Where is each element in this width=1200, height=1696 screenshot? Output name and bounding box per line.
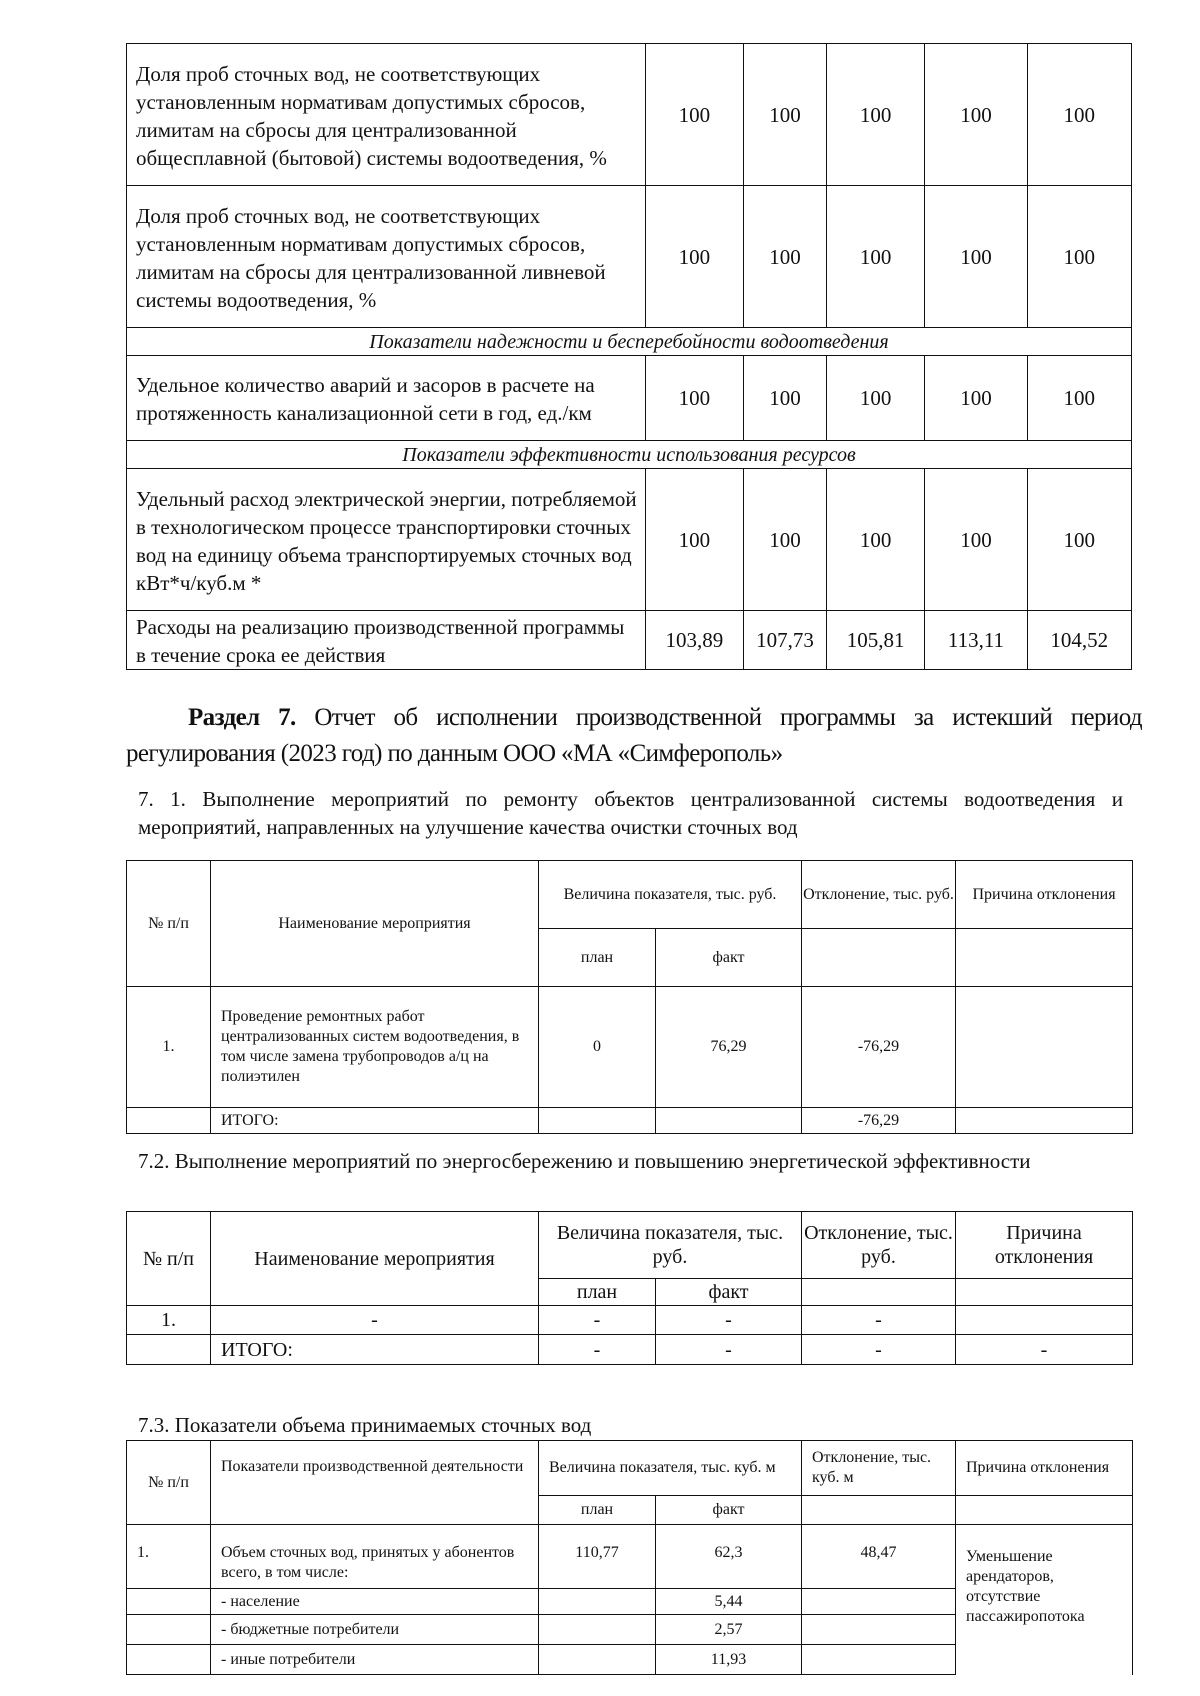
header-empty [956, 1496, 1133, 1525]
indicator-value: 100 [645, 356, 743, 441]
table-header-row [127, 861, 1133, 929]
row-name: Проведение ремонтных работ централизованных систем водоотведения, в том числе замена трубопроводов а/ц на полиэтилен [211, 987, 539, 1108]
header-deviation: Отклонение, тыс. куб. м [802, 1441, 956, 1496]
indicator-label: Расходы на реализацию производственной программы в течение срока ее действия [127, 611, 646, 670]
indicator-label: Доля проб сточных вод, не соответствующих установленным нормативам допустимых сбросов, лимитам на сбросы для централизованной ливневой системы водоотведения, % [127, 186, 646, 328]
indicator-value: 100 [827, 356, 925, 441]
table-row [127, 186, 1132, 328]
row-name: - [211, 1306, 539, 1335]
indicator-value: 100 [925, 469, 1027, 611]
indicator-value: 113,11 [925, 611, 1027, 670]
row-fact: 11,93 [656, 1645, 802, 1675]
table-row [127, 611, 1132, 670]
header-reason: Причина отклонения [956, 861, 1133, 929]
indicators-table [126, 43, 1132, 670]
header-value: Величина показателя, тыс. руб. [539, 861, 802, 929]
indicator-value: 100 [743, 356, 826, 441]
row-reason [956, 1306, 1133, 1335]
header-num: № п/п [127, 861, 211, 987]
row-num [127, 1645, 211, 1675]
indicator-value: 105,81 [827, 611, 925, 670]
row-plan: 110,77 [539, 1525, 656, 1589]
row-name: - население [211, 1589, 539, 1615]
indicator-value: 100 [743, 469, 826, 611]
row-name: - иные потребители [211, 1645, 539, 1675]
row-fact: 76,29 [656, 987, 802, 1108]
header-value: Величина показателя, тыс. руб. [539, 1212, 802, 1279]
indicator-label: Доля проб сточных вод, не соответствующих установленным нормативам допустимых сбросов, лимитам на сбросы для централизованной общесплавной (бытовой) системы водоотведения, % [127, 44, 646, 186]
total-deviation: -76,29 [802, 1108, 956, 1134]
row-fact: 2,57 [656, 1615, 802, 1645]
header-reason: Причина отклонения [956, 1212, 1133, 1279]
table-header-row [127, 1441, 1133, 1496]
header-plan: план [539, 929, 656, 987]
indicator-value: 100 [1027, 186, 1131, 328]
header-value: Величина показателя, тыс. куб. м [539, 1441, 802, 1496]
header-deviation: Отклонение, тыс. руб. [802, 1212, 956, 1279]
indicator-value: 100 [827, 186, 925, 328]
row-fact: 62,3 [656, 1525, 802, 1589]
section-row [127, 441, 1132, 469]
total-label: ИТОГО: [211, 1335, 539, 1365]
row-deviation [802, 1645, 956, 1675]
table-row [127, 1525, 1133, 1589]
indicator-value: 100 [645, 44, 743, 186]
header-empty [802, 1496, 956, 1525]
total-reason: - [956, 1335, 1133, 1365]
row-deviation: 48,47 [802, 1525, 956, 1589]
indicator-value: 100 [827, 44, 925, 186]
indicator-label: Удельный расход электрической энергии, потребляемой в технологическом процессе транспортировки сточных вод на единицу объема транспортируемых сточных вод кВт*ч/куб.м * [127, 469, 646, 611]
indicator-value: 107,73 [743, 611, 826, 670]
table-row [127, 44, 1132, 186]
total-row [127, 1108, 1133, 1134]
row-num [127, 1589, 211, 1615]
row-plan: - [539, 1306, 656, 1335]
total-label: ИТОГО: [211, 1108, 539, 1134]
row-plan [539, 1645, 656, 1675]
row-deviation [802, 1589, 956, 1615]
header-empty [802, 929, 956, 987]
total-row [127, 1335, 1133, 1365]
row-reason: Уменьшение арендаторов, отсутствие пассажиропотока [956, 1525, 1133, 1675]
header-deviation: Отклонение, тыс. руб. [802, 861, 956, 929]
section-number: Раздел 7. [188, 704, 296, 731]
indicator-value: 104,52 [1027, 611, 1131, 670]
section-row [127, 328, 1132, 356]
table-row [127, 987, 1133, 1108]
indicator-value: 100 [1027, 44, 1131, 186]
subsection-7-3-caption: 7.3. Показатели объема принимаемых сточных вод [138, 1413, 592, 1437]
row-plan [539, 1615, 656, 1645]
indicator-value: 100 [1027, 469, 1131, 611]
energy-measures-table [126, 1211, 1133, 1365]
section-title: Показатели эффективности использования ресурсов [127, 441, 1132, 469]
table-row [127, 1306, 1133, 1335]
row-fact: - [656, 1306, 802, 1335]
header-plan: план [539, 1496, 656, 1525]
indicator-value: 100 [925, 44, 1027, 186]
table-row [127, 469, 1132, 611]
subsection-7-1-caption: 7. 1. Выполнение мероприятий по ремонту объектов централизованной системы водоотведения и мероприятий, направленных на улучшение качества очистки сточных вод [138, 787, 1123, 839]
row-name: Объем сточных вод, принятых у абонентов всего, в том числе: [211, 1525, 539, 1589]
row-name: - бюджетные потребители [211, 1615, 539, 1645]
section-title: Отчет об исполнении производственной программы за истекший период регулирования (2023 год) по данным ООО «МА «Симферополь» [126, 704, 1142, 767]
total-plan: - [539, 1335, 656, 1365]
header-name: Наименование мероприятия [211, 861, 539, 987]
header-fact: факт [656, 1279, 802, 1306]
indicator-value: 100 [925, 356, 1027, 441]
indicator-value: 100 [827, 469, 925, 611]
total-empty [127, 1335, 211, 1365]
header-empty [956, 1279, 1133, 1306]
total-deviation: - [802, 1335, 956, 1365]
header-empty [802, 1279, 956, 1306]
header-fact: факт [656, 929, 802, 987]
total-fact: - [656, 1335, 802, 1365]
total-empty [127, 1108, 211, 1134]
indicator-value: 100 [1027, 356, 1131, 441]
header-name: Наименование мероприятия [211, 1212, 539, 1306]
row-plan [539, 1589, 656, 1615]
header-fact: факт [656, 1496, 802, 1525]
header-num: № п/п [127, 1441, 211, 1525]
table-row [127, 356, 1132, 441]
row-reason [956, 987, 1133, 1108]
subsection-7-2-caption: 7.2. Выполнение мероприятий по энергосбережению и повышению энергетической эффективности [138, 1149, 1031, 1173]
section-title: Показатели надежности и бесперебойности водоотведения [127, 328, 1132, 356]
row-fact: 5,44 [656, 1589, 802, 1615]
indicator-value: 100 [743, 186, 826, 328]
repair-measures-table [126, 860, 1133, 1134]
indicator-value: 103,89 [645, 611, 743, 670]
header-num: № п/п [127, 1212, 211, 1306]
header-name: Показатели производственной деятельности [211, 1441, 539, 1525]
header-empty [956, 929, 1133, 987]
row-deviation: - [802, 1306, 956, 1335]
table-header-row [127, 1212, 1133, 1279]
indicator-label: Удельное количество аварий и засоров в расчете на протяженность канализационной сети в год, ед./км [127, 356, 646, 441]
row-num: 1. [127, 1306, 211, 1335]
indicator-value: 100 [645, 469, 743, 611]
row-deviation: -76,29 [802, 987, 956, 1108]
indicator-value: 100 [645, 186, 743, 328]
section-heading [126, 700, 1142, 772]
total-empty [539, 1108, 656, 1134]
row-plan: 0 [539, 987, 656, 1108]
total-empty [956, 1108, 1133, 1134]
indicator-value: 100 [743, 44, 826, 186]
row-num [127, 1615, 211, 1645]
indicator-value: 100 [925, 186, 1027, 328]
wastewater-volume-table [126, 1440, 1133, 1675]
row-deviation [802, 1615, 956, 1645]
total-empty [656, 1108, 802, 1134]
row-num: 1. [127, 1525, 211, 1589]
row-num: 1. [127, 987, 211, 1108]
header-plan: план [539, 1279, 656, 1306]
header-reason: Причина отклонения [956, 1441, 1133, 1496]
